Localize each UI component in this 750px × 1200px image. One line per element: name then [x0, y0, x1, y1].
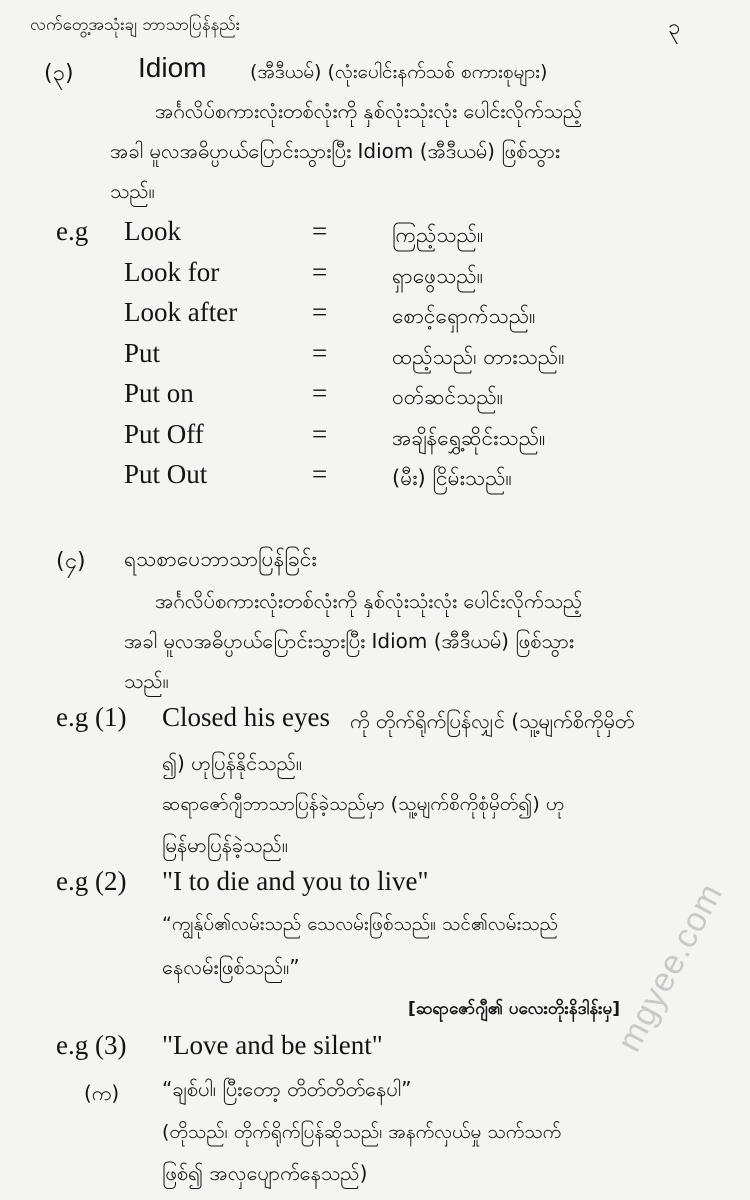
example-2-attribution: [ဆရာဇော်ဂျီ၏ ပလေးတိုးနိဒါန်းမှ]: [408, 999, 620, 1019]
example-equals: =: [312, 338, 328, 368]
example-2-line-1: “ကျွန်ုပ်၏လမ်းသည် သေလမ်းဖြစ်သည်။ သင်၏လမ်းသည်: [162, 913, 559, 935]
example-equals: =: [312, 459, 328, 489]
example-1-label: e.g (1): [56, 702, 127, 732]
example-2-label: e.g (2): [56, 866, 127, 896]
section-3-para-line-1: အင်္ဂလိပ်စကားလုံးတစ်လုံးကို နှစ်လုံးသုံးလုံး ပေါင်းလိုက်သည့်: [155, 99, 583, 123]
example-3-line-3: ဖြစ်၍ အလှပျောက်နေသည်): [162, 1161, 368, 1185]
example-meaning: ရှာဖွေသည်။: [392, 264, 484, 288]
example-3-line-1: “ချစ်ပါ၊ ပြီးတော့ တိတ်တိတ်နေပါ”: [162, 1077, 412, 1101]
section-4-para-line-2: အခါ မူလအဓိပ္ပာယ်ပြောင်းသွားပြီး Idiom (အီဒီယမ်) ဖြစ်သွား: [124, 629, 574, 653]
example-3-line-2: (တိုသည်၊ တိုက်ရိုက်ပြန်ဆိုသည်၊ အနက်လှယ်မှု သက်သက်: [162, 1121, 562, 1143]
example-equals: =: [312, 216, 328, 246]
example-meaning: ဝတ်ဆင်သည်။: [392, 385, 504, 409]
section-3-para-line-3: သည်။: [110, 179, 155, 203]
example-meaning: ကြည့်သည်။: [392, 223, 484, 247]
example-3-sub-label: (က): [84, 1081, 120, 1105]
example-1-line-1: ကို တိုက်ရိုက်ပြန်လျှင် (သူ့မျက်စိကိုမှိတ်: [350, 709, 635, 733]
example-term: Put Off: [124, 419, 204, 449]
example-equals: =: [312, 297, 328, 327]
example-term: Put on: [124, 378, 194, 408]
example-1-english: Closed his eyes: [162, 702, 330, 732]
example-3-quote: "Love and be silent": [162, 1030, 383, 1060]
example-1-line-4: မြန်မာပြန်ခဲ့သည်။: [162, 833, 288, 857]
example-term: Look for: [124, 257, 220, 287]
running-header-title: လက်တွေ့အသုံးချ ဘာသာပြန်နည်း: [30, 15, 241, 35]
section-3-para-line-2: အခါ မူလအဓိပ္ပာယ်ပြောင်းသွားပြီး Idiom (အီဒီယမ်) ဖြစ်သွား: [110, 139, 560, 163]
example-term: Put Out: [124, 459, 208, 489]
watermark: mgyee.com: [610, 876, 731, 1058]
section-3-title-my: (အီဒီယမ်) (လုံးပေါင်းနက်သစ် စကားစုများ): [250, 61, 548, 83]
section-4-para-line-3: သည်။: [124, 669, 169, 693]
example-term: Look: [124, 216, 181, 246]
example-equals: =: [312, 419, 328, 449]
page-number: ၃: [668, 15, 681, 40]
example-meaning: ထည့်သည်၊ တားသည်။: [392, 345, 565, 369]
example-2-line-2: နေလမ်းဖြစ်သည်။”: [162, 955, 300, 979]
section-4-para-line-1: အင်္ဂလိပ်စကားလုံးတစ်လုံးကို နှစ်လုံးသုံးလုံး ပေါင်းလိုက်သည့်: [155, 589, 583, 613]
section-3-eg-label: e.g: [56, 216, 89, 246]
section-4-number: (၄): [56, 549, 86, 574]
example-meaning: စောင့်ရှောက်သည်။: [392, 304, 536, 328]
section-3-title-en: Idiom: [138, 52, 207, 83]
example-meaning: (မီး) ငြိမ်းသည်။: [392, 466, 512, 490]
section-3-number: (၃): [44, 61, 74, 86]
example-term: Put: [124, 338, 161, 368]
example-1-line-2: ၍) ဟုပြန်နိုင်သည်။: [162, 751, 302, 775]
example-3-label: e.g (3): [56, 1030, 127, 1060]
example-meaning: အချိန်ရွှေ့ဆိုင်းသည်။: [392, 426, 546, 450]
section-4-title: ရသစာပေဘာသာပြန်ခြင်း: [124, 547, 317, 571]
example-equals: =: [312, 257, 328, 287]
example-term: Look after: [124, 297, 238, 327]
example-2-quote: "I to die and you to live": [162, 866, 429, 896]
example-equals: =: [312, 378, 328, 408]
example-1-line-3: ဆရာဇော်ဂျီဘာသာပြန်ခဲ့သည်မှာ (သူ့မျက်စိကိုစုံမှိတ်၍) ဟု: [162, 793, 565, 815]
